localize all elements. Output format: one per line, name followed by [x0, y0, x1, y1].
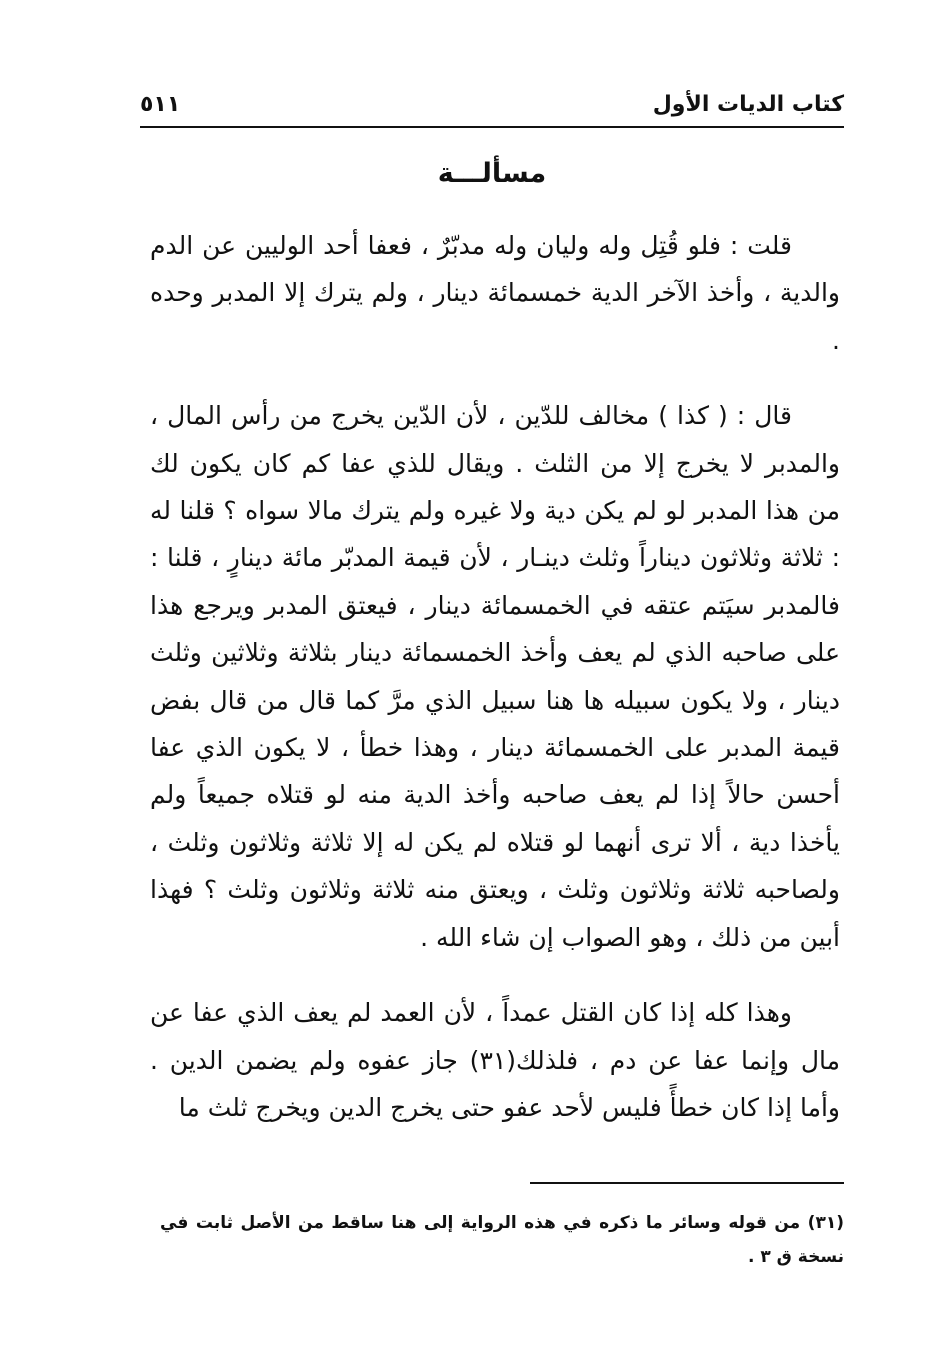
- page-number: ٥١١: [140, 91, 181, 117]
- section-title: مسألـــة: [437, 158, 547, 189]
- footnote: (٣١) من قوله وسائر ما ذكره في هذه الرواية إلى هنا ساقط من الأصل ثابت في نسخة ق ٣ .: [160, 1213, 844, 1267]
- paragraph-gap: [150, 364, 840, 392]
- paragraph-question: قلت : فلو قُتِل وله وليان وله مدبّرٌ ، فعفا أحد الوليين عن الدم والدية ، وأخذ الآخر الدية خمسمائة دينار ، ولم يترك إلا المدبر وحده .: [150, 231, 840, 355]
- running-head: [140, 84, 844, 124]
- paragraph-continuation: وهذا كله إذا كان القتل عمداً ، لأن العمد لم يعف الذي عفا عن مال وإنما عفا عن دم ، فلذلك(٣١) جاز عفوه ولم يضمن الدين . وأما إذا كان خطأً فليس لأحد عفو حتى يخرج الدين ويخرج ثلث ما: [150, 998, 840, 1122]
- footnote-rule: [530, 1182, 844, 1184]
- body-text: [150, 222, 840, 1131]
- book-title: كتاب الديات الأول: [652, 91, 844, 117]
- paragraph-gap: [150, 961, 840, 989]
- header-rule: [140, 126, 844, 128]
- paragraph-answer: قال : ( كذا ) مخالف للدّين ، لأن الدّين يخرج من رأس المال ، والمدبر لا يخرج إلا من الثلث . ويقال للذي عفا كم كان يكون لك من هذا المدبر لو لم يكن دية ولا غيره ولم يترك مالا سواه ؟ قلنا له : ثلاثة وثلاثون ديناراً وثلث دينـار ، لأن قيمة المدبّر مائة دينارٍ ، قلنا : فالمدبر سيَتم عتقه في الخمسمائة دينار ، فيعتق المدبر ويرجع هذا على صاحبه الذي لم يعف وأخذ الخمسمائة دينار بثلاثة وثلاثين وثلث دينار ، ولا يكون سبيله ها هنا سبيل الذي مرَّ كما قال من قال بفض قيمة المدبر على الخمسمائة دينار ، وهذا خطأ ، لا يكون الذي عفا أحسن حالاً إذا لم يعف صاحبه وأخذ الدية منه لو قتلاه جميعاً ولم يأخذا دية ، ألا ترى أنهما لو قتلاه لم يكن له إلا ثلاثة وثلاثون وثلث ، ولصاحبه ثلاثة وثلاثون وثلث ، ويعتق منه ثلاثة وثلاثون وثلث ؟ فهذا أبين من ذلك ، وهو الصواب إن شاء الله .: [150, 401, 840, 952]
